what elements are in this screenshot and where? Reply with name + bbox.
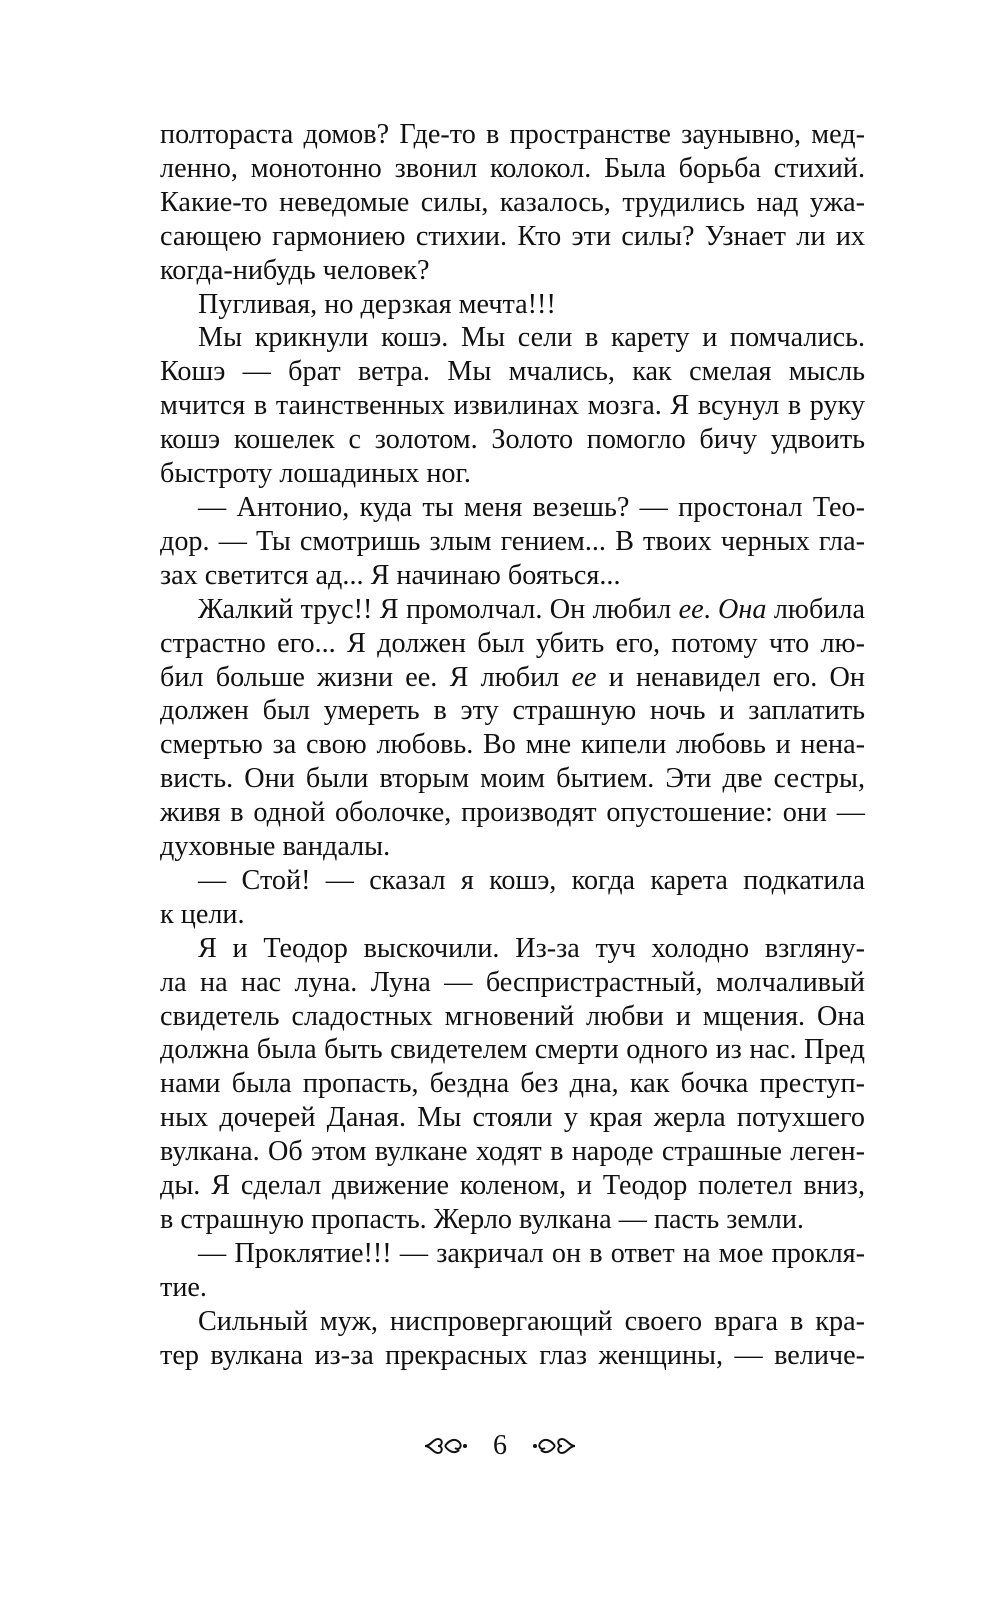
text-line: бил больше жизни ее. Я любил ее и ненавидел его. Он <box>160 661 865 693</box>
text-line: должна была быть свидетелем смерти одного из нас. Пред <box>160 1034 865 1066</box>
text-line: ных дочерей Даная. Мы стояли у края жерла потухшего <box>160 1102 865 1134</box>
text-line: Кошэ — брат ветра. Мы мчались, как смелая мысль <box>160 356 865 388</box>
text-line: тер вулкана из-за прекрасных глаз женщины, — величе- <box>160 1339 865 1371</box>
page-number: 6 <box>493 1430 507 1461</box>
text-line: смертью за свою любовь. Во мне кипели любовь и нена- <box>160 729 865 761</box>
ornament-right-icon <box>533 1431 577 1461</box>
page-footer <box>0 1430 1000 1462</box>
text-line: к цели. <box>160 898 245 930</box>
text-line: полтораста домов? Где-то в пространстве заунывно, мед- <box>160 119 865 150</box>
text-line: Какие-то неведомые силы, казалось, трудились над ужа- <box>160 186 865 218</box>
text-line: Пугливая, но дерзкая мечта!!! <box>198 288 556 320</box>
text-line: — Проклятие!!! — закричал он в ответ на мое прокля- <box>198 1237 865 1269</box>
text-line: мчится в таинственных извилинах мозга. Я всунул в руку <box>160 390 865 422</box>
text-line: в страшную пропасть. Жерло вулкана — пасть земли. <box>160 1204 804 1235</box>
text-line: тие. <box>160 1271 207 1303</box>
text-line: Мы крикнули кошэ. Мы сели в карету и помчались. <box>198 322 865 354</box>
text-line: висть. Они были вторым моим бытием. Эти две сестры, <box>160 763 865 795</box>
text-line: Жалкий трус!! Я промолчал. Он любил ее. Она любила <box>198 593 865 625</box>
text-line: духовные вандалы. <box>160 831 391 863</box>
text-line: ла на нас луна. Луна — беспристрастный, молчаливый <box>160 966 865 998</box>
text-line: Я и Теодор выскочили. Из-за туч холодно взгляну- <box>198 932 865 964</box>
text-line: живя в одной оболочке, производят опустошение: они — <box>160 797 865 829</box>
text-line: Сильный муж, ниспровергающий своего врага в кра- <box>198 1305 865 1337</box>
text-line: дор. — Ты смотришь злым гением... В твоих черных гла- <box>160 525 865 557</box>
text-line: вулкана. Об этом вулкане ходят в народе страшные леген- <box>160 1136 865 1168</box>
text-line: свидетель сладостных мгновений любви и мщения. Она <box>160 1000 865 1032</box>
body-text <box>160 118 865 1373</box>
text-line: быстроту лошадиных ног. <box>160 458 471 490</box>
text-line: кошэ кошелек с золотом. Золото помогло бичу удвоить <box>160 424 865 456</box>
text-line: нами была пропасть, бездна без дна, как бочка преступ- <box>160 1068 865 1100</box>
text-line: зах светится ад... Я начинаю бояться... <box>160 559 621 591</box>
text-line: ленно, монотонно звонил колокол. Была борьба стихий. <box>160 152 865 184</box>
text-line: сающею гармониею стихии. Кто эти силы? Узнает ли их <box>160 220 865 252</box>
ornament-left-icon <box>423 1431 467 1461</box>
text-line: должен был умереть в эту страшную ночь и заплатить <box>160 695 865 727</box>
text-line: — Антонио, куда ты меня везешь? — простонал Тео- <box>198 491 865 523</box>
text-line: страстно его... Я должен был убить его, потому что лю- <box>160 627 865 659</box>
text-line: когда-нибудь человек? <box>160 254 430 286</box>
text-line: ды. Я сделал движение коленом, и Теодор полетел вниз, <box>160 1170 865 1202</box>
text-line: — Стой! — сказал я кошэ, когда карета подкатила <box>198 864 865 896</box>
